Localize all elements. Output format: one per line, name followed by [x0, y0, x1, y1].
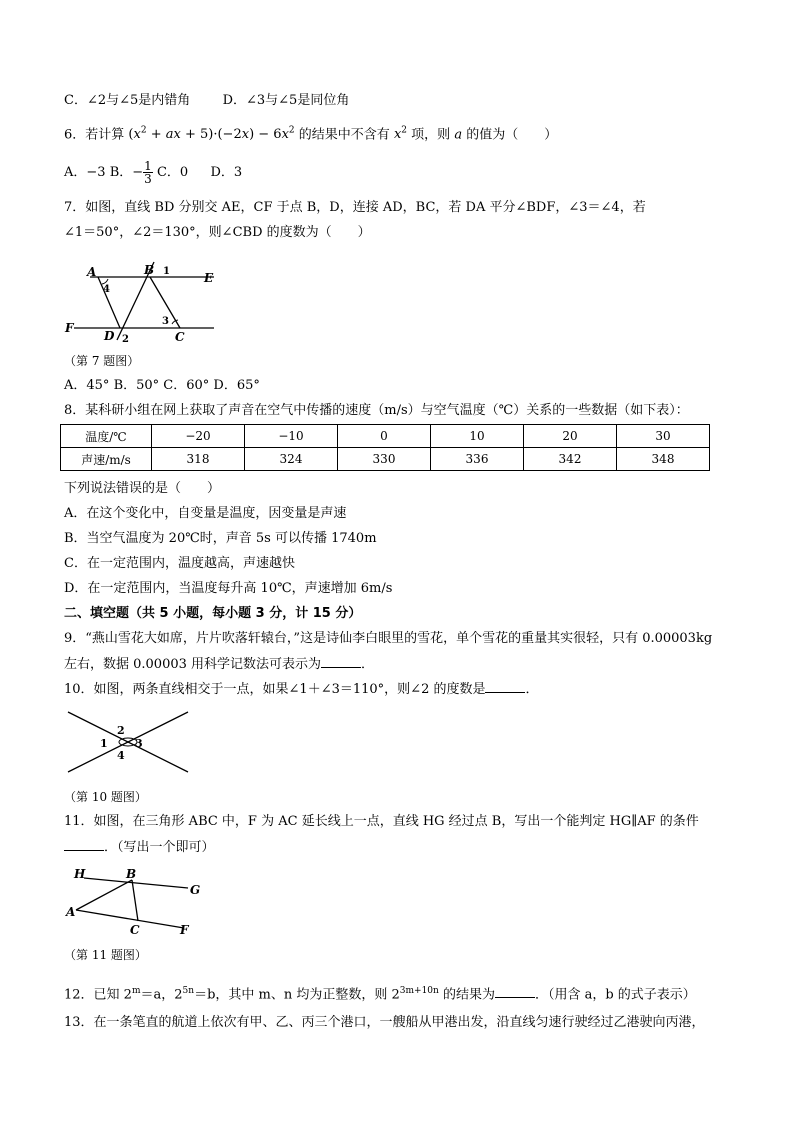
- q10-figure: [64, 706, 194, 776]
- q12-stem: [64, 982, 696, 1004]
- q10-answer-blank: [485, 680, 525, 693]
- table-cell: 336: [431, 448, 524, 471]
- q6-stem: [64, 122, 557, 144]
- q7-line1: 7．如图，直线 BD 分别交 AE，CF 于点 B，D，连接 AD，BC，若 DA 平分∠BDF，∠3＝∠4，若: [64, 200, 646, 215]
- q11-label-h: H: [74, 867, 86, 881]
- q10-text-end: ．: [525, 682, 539, 697]
- q9-text: 左右，数据 0.00003 用科学记数法可表示为: [64, 657, 322, 672]
- q12-exponent: m: [131, 986, 141, 996]
- table-cell: 324: [245, 448, 338, 471]
- q11-label-f: F: [180, 923, 189, 937]
- q7-line2: ∠1＝50°，∠2＝130°，则∠CBD 的度数为（ ）: [64, 225, 371, 240]
- q6-option-d: D．3: [210, 165, 243, 180]
- q12-exponent: 5n: [182, 986, 195, 996]
- q8-option-c: C．在一定范围内，温度越高，声速越快: [64, 556, 295, 571]
- q6-option-c: C．0: [156, 165, 189, 180]
- table-cell: 348: [617, 448, 710, 471]
- q12-text: ＝b，其中 m、n 均为正整数，则 2: [194, 987, 400, 1003]
- q11-line2: [64, 838, 215, 857]
- q6-variable: a: [454, 127, 463, 143]
- q8-option-d: D．在一定范围内，当温度每升高 10℃，声速增加 6m/s: [64, 581, 393, 596]
- q8-stem: 8．某科研小组在网上获取了声音在空气中传播的速度（m/s）与空气温度（℃）关系的一些数据（如下表）：: [64, 403, 689, 418]
- q8-option-a: A．在这个变化中，自变量是温度，因变量是声速: [64, 506, 347, 521]
- q12-text: ＝a，2: [140, 987, 183, 1003]
- q11-label-b: B: [126, 867, 137, 881]
- table-header-cell: 温度/℃: [61, 425, 152, 448]
- q7-label-f: F: [65, 321, 74, 335]
- table-cell: 30: [617, 425, 710, 448]
- table-row: [61, 448, 710, 471]
- q11-answer-blank: [64, 838, 104, 851]
- q7-label-d: D: [104, 329, 115, 343]
- q7-figure: [62, 252, 222, 344]
- q6-option-a: A．−3: [64, 165, 106, 180]
- q12-text-end: ．（用含 a，b 的式子表示）: [534, 987, 696, 1003]
- q5-option-d: D．∠3与∠5是同位角: [222, 93, 350, 108]
- q7-label-b: B: [144, 263, 155, 277]
- q6-option-b-fraction: $\frac{1}{3}$: [144, 159, 152, 186]
- q9-line2: [64, 655, 374, 674]
- q5-options-cd: [64, 92, 349, 110]
- q8-table: [60, 424, 710, 471]
- q6-options: [64, 160, 242, 185]
- q10-label-3: 3: [135, 737, 143, 750]
- q7-label-3: 3: [162, 316, 169, 327]
- q7-label-2: 2: [122, 334, 129, 344]
- q12-text: 12．已知 2: [64, 987, 132, 1003]
- table-cell: −10: [245, 425, 338, 448]
- q6-term: $x^2$: [393, 126, 408, 143]
- table-header-cell: 声速/m/s: [61, 448, 152, 471]
- q9-answer-blank: [321, 655, 361, 668]
- q7-label-4: 4: [103, 284, 110, 295]
- q8-option-b: B．当空气温度为 20℃时，声音 5s 可以传播 1740m: [64, 531, 377, 546]
- q12-answer-blank: [495, 985, 535, 998]
- q11-label-a: A: [66, 905, 76, 919]
- q6-option-b: B．−: [109, 165, 144, 180]
- q11-line1: 11．如图，在三角形 ABC 中，F 为 AC 延长线上一点，直线 HG 经过点 B，写出一个能判定 HG∥AF 的条件: [64, 814, 699, 829]
- q12-exponent: 3m+10n: [399, 986, 439, 996]
- q7-label-c: C: [175, 330, 185, 344]
- table-cell: 330: [338, 448, 431, 471]
- q6-stem-part: 的结果中不含有: [298, 127, 390, 143]
- table-cell: 342: [524, 448, 617, 471]
- q10-caption: （第 10 题图）: [64, 790, 147, 804]
- q10-text: 10．如图，两条直线相交于一点，如果∠1＋∠3＝110°，则∠2 的度数是: [64, 682, 486, 697]
- q9-text-end: ．: [361, 657, 375, 672]
- q10-label-1: 1: [100, 737, 108, 750]
- q6-stem-part: 6．若计算: [64, 127, 125, 143]
- table-cell: 20: [524, 425, 617, 448]
- q11-label-c: C: [130, 923, 140, 937]
- section-title: 二、填空题（共 5 小题，每小题 3 分，计 15 分）: [64, 606, 362, 621]
- q6-stem-part: 项，则: [411, 127, 451, 143]
- q11-figure: [64, 864, 204, 938]
- q6-expression: ($x^2$ + ax + $5)\cdot(-2x) - 6x^2$: [128, 126, 295, 143]
- q11-text: ．（写出一个即可）: [104, 840, 215, 855]
- q7-caption: （第 7 题图）: [64, 354, 140, 368]
- q10-stem: [64, 680, 539, 699]
- table-cell: 0: [338, 425, 431, 448]
- table-cell: 318: [152, 448, 245, 471]
- table-row: [61, 425, 710, 448]
- q12-text: 的结果为: [438, 987, 495, 1003]
- q7-options: A．45° B．50° C．60° D．65°: [64, 378, 260, 393]
- q8-question: 下列说法错误的是（ ）: [64, 481, 221, 496]
- q11-label-g: G: [190, 883, 201, 897]
- q11-caption: （第 11 题图）: [64, 948, 147, 962]
- q10-label-2: 2: [117, 724, 125, 737]
- table-cell: 10: [431, 425, 524, 448]
- q5-option-c: C．∠2与∠5是内错角: [64, 93, 191, 108]
- q7-label-1: 1: [163, 266, 170, 277]
- q10-label-4: 4: [117, 749, 125, 762]
- q13-line1: 13．在一条笔直的航道上依次有甲、乙、丙三个港口，一艘船从甲港出发，沿直线匀速行驶经过乙港驶向丙港，: [64, 1015, 705, 1030]
- q7-label-a: A: [87, 265, 97, 279]
- q6-stem-part: 的值为（ ）: [466, 127, 558, 143]
- table-cell: −20: [152, 425, 245, 448]
- q9-line1: 9．“燕山雪花大如席，片片吹落轩辕台，”这是诗仙李白眼里的雪花，单个雪花的重量其实很轻，只有 0.00003kg: [64, 631, 713, 646]
- q7-label-e: E: [204, 271, 214, 285]
